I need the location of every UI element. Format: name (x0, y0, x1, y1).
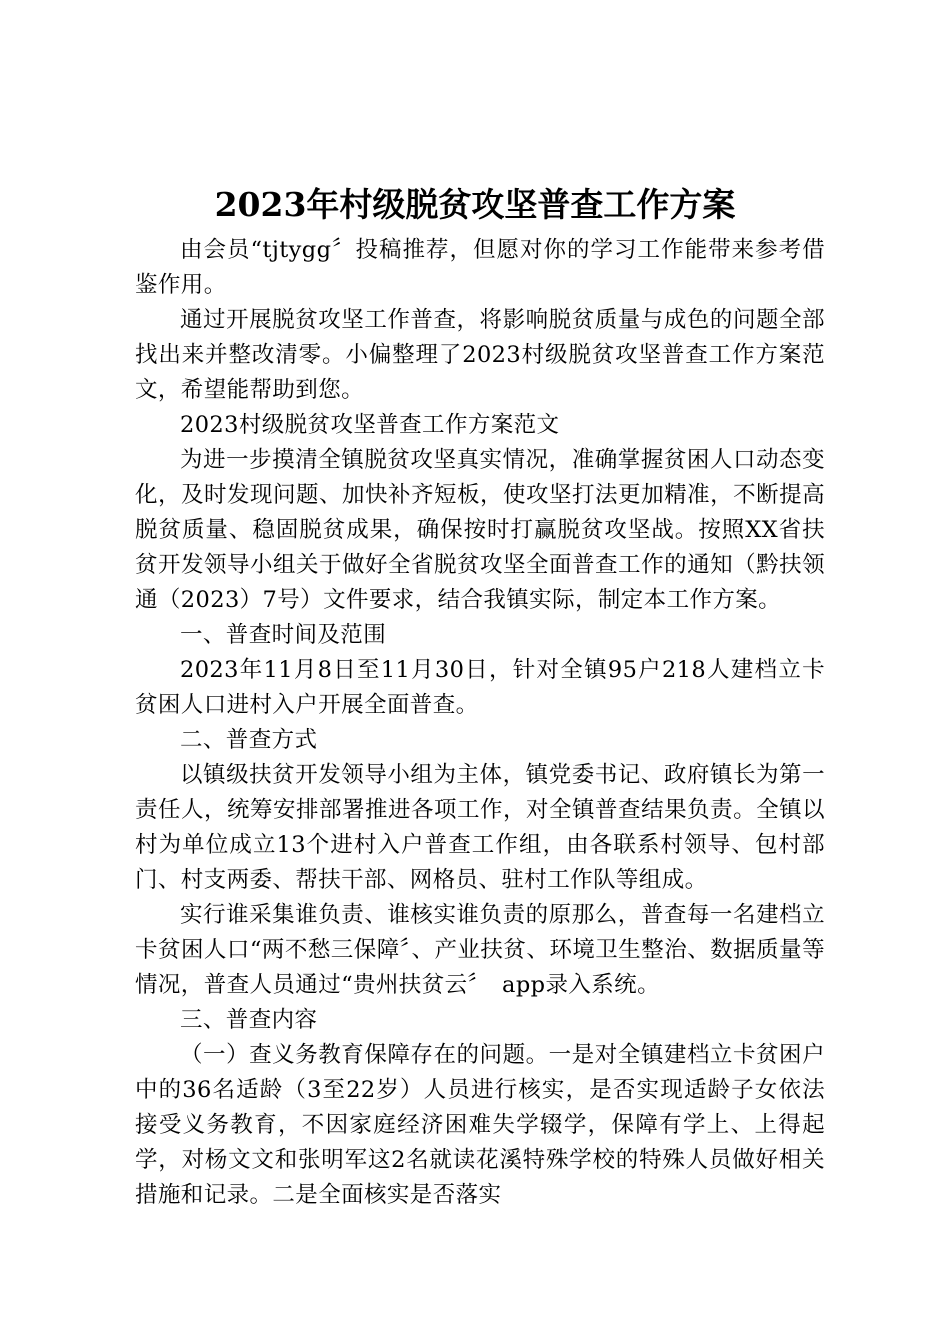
paragraph-intro: 通过开展脱贫攻坚工作普查，将影响脱贫质量与成色的问题全部找出来并整改清零。小偏整理了2023村级脱贫攻坚普查工作方案范文，希望能帮助到您。 (135, 307, 825, 403)
paragraph-purpose: 为进一步摸清全镇脱贫攻坚真实情况，准确掌握贫困人口动态变化，及时发现问题、加快补齐短板，使攻坚打法更加精准，不断提高脱贫质量、稳固脱贫成果，确保按时打赢脱贫攻坚战。按照XX省扶贫开发领导小组关于做好全省脱贫攻坚全面普查工作的通知（黔扶领通（2023）7号）文件要求，结合我镇实际，制定本工作方案。 (135, 447, 825, 613)
paragraph-contributor-note: 由会员“tjtygg〞投稿推荐，但愿对你的学习工作能带来参考借鉴作用。 (135, 237, 825, 298)
paragraph-method: 以镇级扶贫开发领导小组为主体，镇党委书记、政府镇长为第一责任人，统筹安排部署推进各项工作，对全镇普查结果负责。全镇以村为单位成立13个进村入户普查工作组，由各联系村领导、包村部门、村支两委、帮扶干部、网格员、驻村工作队等组成。 (135, 762, 825, 893)
document-body (135, 233, 825, 1213)
paragraph-sample-title: 2023村级脱贫攻坚普查工作方案范文 (180, 412, 560, 438)
section-heading-method: 二、普查方式 (180, 727, 318, 753)
paragraph-responsibility: 实行谁采集谁负责、谁核实谁负责的原那么，普查每一名建档立卡贫困人口“两不愁三保障〞、产业扶贫、环境卫生整治、数据质量等情况，普查人员通过“贵州扶贫云〞 app录入系统。 (135, 902, 825, 998)
paragraph-time-scope: 2023年11月8日至11月30日，针对全镇95户218人建档立卡贫困人口进村入户开展全面普查。 (135, 657, 825, 718)
section-heading-time-scope: 一、普查时间及范围 (180, 622, 387, 648)
paragraph-education: （一）查义务教育保障存在的问题。一是对全镇建档立卡贫困户中的36名适龄（3至22岁）人员进行核实，是否实现适龄子女依法接受义务教育，不因家庭经济困难失学辍学，保障有学上、上得起学，对杨文文和张明军这2名就读花溪特殊学校的特殊人员做好相关措施和记录。二是全面核实是否落实 (135, 1042, 825, 1208)
section-heading-content: 三、普查内容 (180, 1007, 318, 1033)
document-title: 2023年村级脱贫攻坚普查工作方案 (214, 185, 736, 224)
